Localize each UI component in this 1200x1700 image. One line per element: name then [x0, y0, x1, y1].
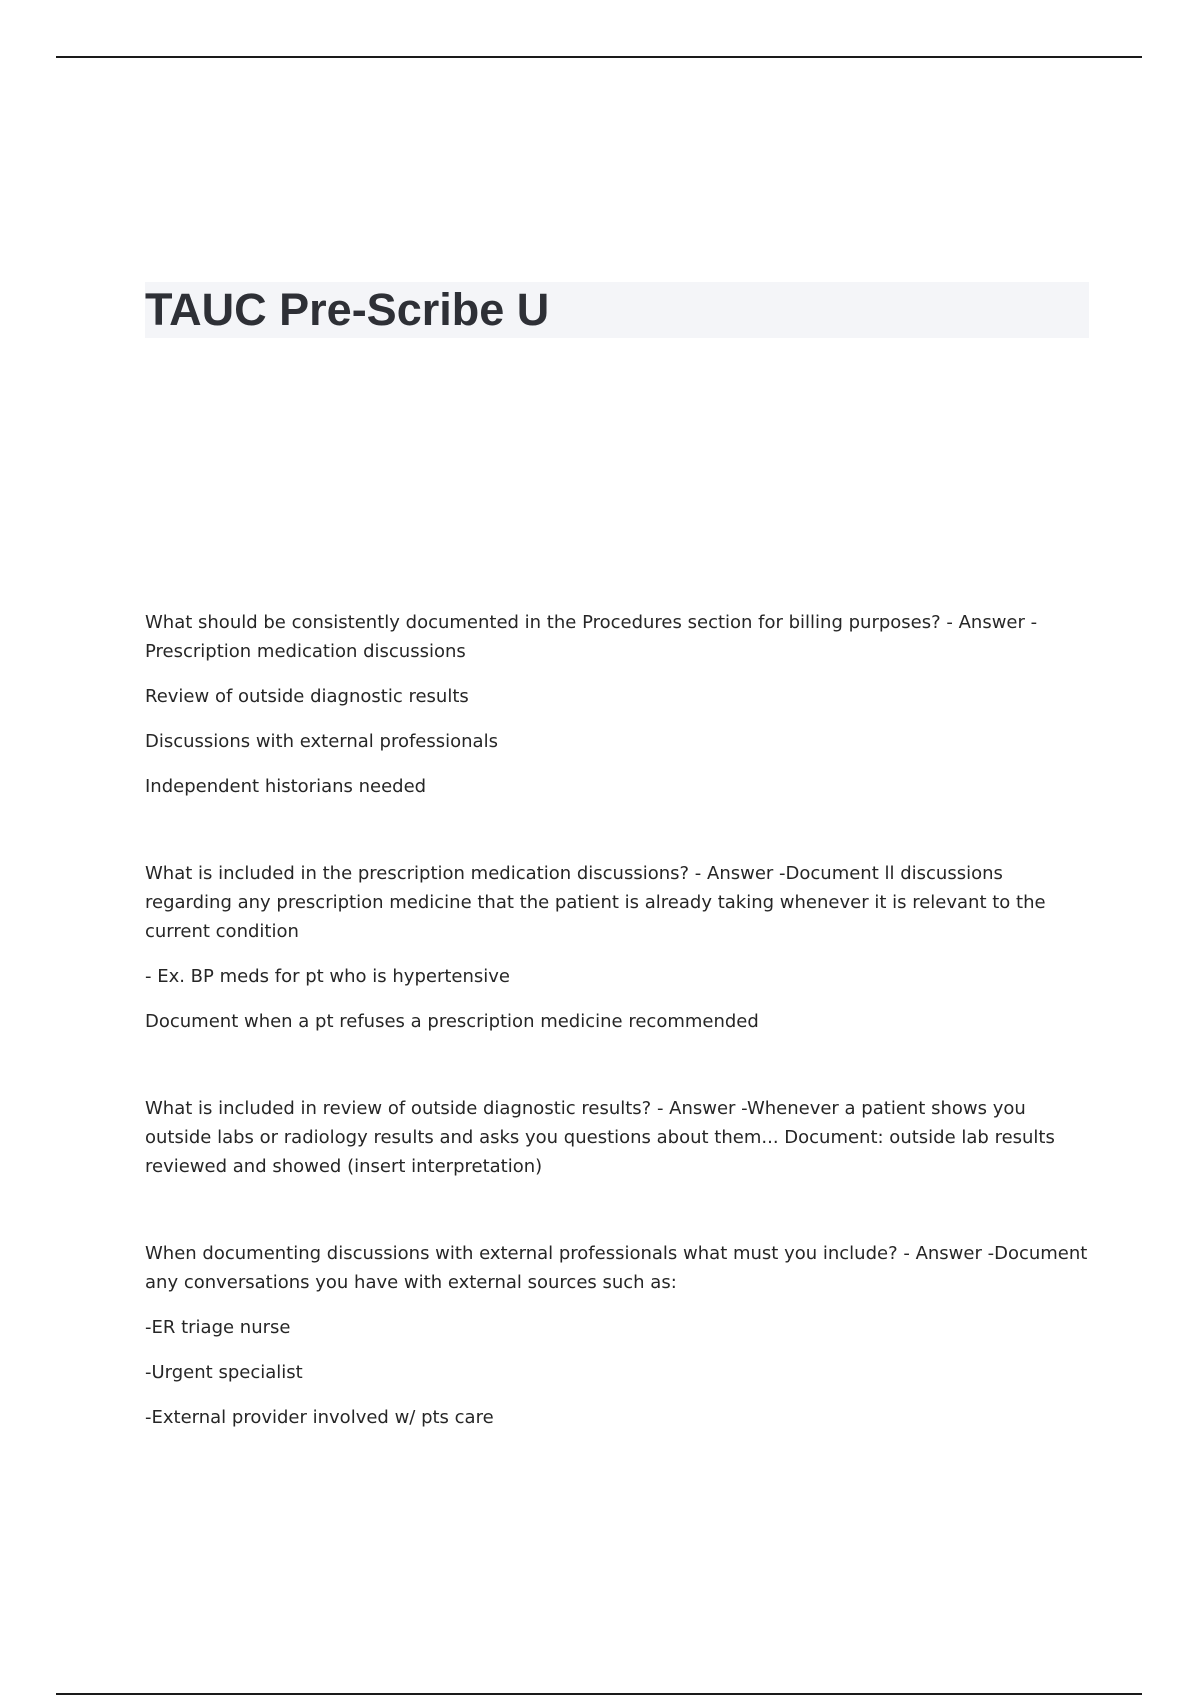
document-title: TAUC Pre-Scribe U [145, 284, 550, 335]
header-rule [56, 56, 1142, 58]
answer-line: -ER triage nurse [145, 1317, 291, 1338]
qa-block [145, 1239, 1095, 1432]
footer-rule [56, 1693, 1142, 1695]
answer-line: Document when a pt refuses a prescription medicine recommended [145, 1011, 759, 1032]
question-paragraph: When documenting discussions with external professionals what must you include? - Answer -Document any conversations you have with external sources such as: [145, 1243, 1088, 1293]
question-paragraph: What is included in the prescription medication discussions? - Answer -Document ll discussions regarding any prescription medicine that the patient is already taking whenever it is relevant to the current condition [145, 863, 1046, 942]
qa-block [145, 859, 1095, 1036]
answer-line: Discussions with external professionals [145, 731, 498, 752]
answer-line: -Urgent specialist [145, 1362, 303, 1383]
question-paragraph: What is included in review of outside diagnostic results? - Answer -Whenever a patient shows you outside labs or radiology results and asks you questions about them... Document: outside lab results reviewed and showed (insert interpretation) [145, 1098, 1055, 1177]
qa-block [145, 608, 1095, 801]
answer-line: -External provider involved w/ pts care [145, 1407, 494, 1428]
answer-line: Independent historians needed [145, 776, 427, 797]
answer-line: Review of outside diagnostic results [145, 686, 469, 707]
document-body [145, 608, 1095, 1448]
question-paragraph: What should be consistently documented in the Procedures section for billing purposes? - Answer - Prescription medication discussions [145, 612, 1038, 662]
answer-line: - Ex. BP meds for pt who is hypertensive [145, 966, 510, 987]
qa-block [145, 1094, 1095, 1181]
